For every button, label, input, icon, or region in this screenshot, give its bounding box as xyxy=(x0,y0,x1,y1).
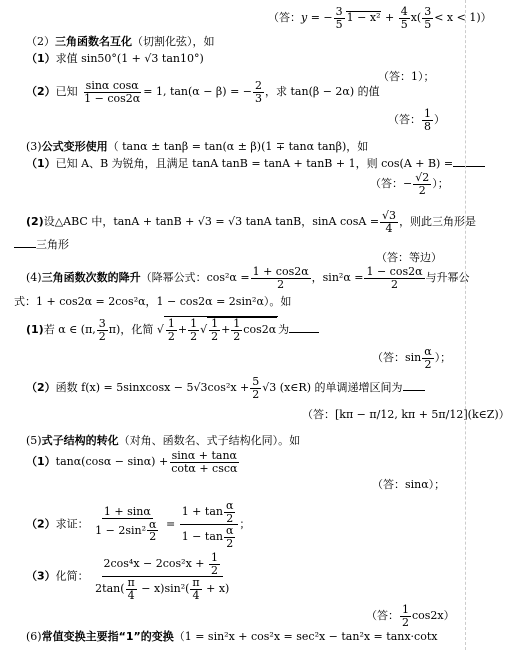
section-3-heading: (3)公式变形使用（ tanα ± tanβ = tan(α ± β)(1 ∓ tanα tanβ)，如 xyxy=(26,140,369,153)
section-2-heading: （2）三角函数名互化（切割化弦），如 xyxy=(26,35,215,48)
section-5-heading: (5)式子结构的转化（对角、函数名、式子结构化同）。如 xyxy=(26,434,301,447)
q4-1-answer: （答：sin $\frac{\alpha}{2}$ ）； xyxy=(372,345,452,371)
page-edge-divider xyxy=(465,0,466,650)
q3-2-answer: （答：等边） xyxy=(376,251,442,264)
q5-1-answer: （答：sinα）； xyxy=(372,478,446,491)
q5-3-answer: （答： $\frac{1}{2}$ cos2x） xyxy=(366,603,455,629)
section-4-line2: 式：1 + cos2α = 2cos²α，1 − cos2α = 2sin²α）。如 xyxy=(14,295,292,308)
q5-1: （1）tanα(cosα − sinα) + sinα + tanα cotα + cscα xyxy=(26,449,238,475)
section-6-heading: (6)常值变换主要指“1”的变换（1 = sin²x + cos²x = sec²x − tan²x = tanx·cotx xyxy=(26,630,438,643)
q4-1: (1)若 α ∈ (π, $\frac{3}{2}$ π)，化简 √ $\frac{1}{2}$ + $\frac{1}{2}$ √ $\frac{1}{2}$ + $\frac{1}{2}$ cos2α 为 xyxy=(26,316,319,342)
q3-2: (2)设△ABC 中，tanA + tanB + √3 = √3 tanA tanB，sinA cosA = $\frac{√3}{4}$ ，则此三角形是 xyxy=(26,209,477,235)
q4-2-answer: （答：[kπ − π/12, kπ + 5π/12](k∈Z)） xyxy=(302,408,510,421)
section-4-heading: (4)三角函数次数的降升（降幂公式：cos²α = $\frac{1 + \cos 2\alpha}{2}$ ，sin²α = $\frac{1 - \cos 2\alpha}{2}$ 与升幂公 xyxy=(26,265,470,291)
q5-2: （2）求证： 1 + sinα 1 − 2sin² $\frac{\alpha}{2}$ = 1 + tan $\frac{\alpha}{2}$ 1 − tan $\frac{\alpha}{2}$ ； xyxy=(26,499,251,550)
q5-3: （3）化简： 2cos⁴x − 2cos²x + $\frac{1}{2}$ 2tan( $\frac{\pi}{4}$ − x)sin²( $\frac{\pi}{4}$ + x) xyxy=(26,551,230,602)
q2-1: （1）求值 sin50°(1 + √3 tan10°) xyxy=(26,52,204,65)
q4-2: （2）函数 f(x) = 5sinxcosx − 5√3cos²x + $\frac{5}{2}$ √3 (x∈R) 的单调递增区间为 xyxy=(26,376,425,400)
answer-0: （答：y = − $\frac{3}{5}$ 1 − x² + $\frac{4}{5}$ x( $\frac{3}{5}$ < x < 1)） xyxy=(268,5,492,31)
q3-1: （1）已知 A、B 为锐角，且满足 tanA tanB = tanA + tanB + 1，则 cos(A + B) = xyxy=(26,155,485,171)
q3-2-line2: 三角形 xyxy=(14,236,69,252)
q2-2-answer: （答： $\frac{1}{8}$ ） xyxy=(388,107,445,133)
q2-2: （2）已知 $\frac{\text{sinα cosα}}{1 - \cos 2\alpha}$ = 1, tan(α − β) = − $\frac{2}{3}$ ，求 tan(β − 2α) 的值 xyxy=(26,79,380,105)
q2-1-answer: （答：1）； xyxy=(378,70,435,83)
q3-1-answer: （答：− $\frac{√2}{2}$ ）； xyxy=(370,171,449,197)
